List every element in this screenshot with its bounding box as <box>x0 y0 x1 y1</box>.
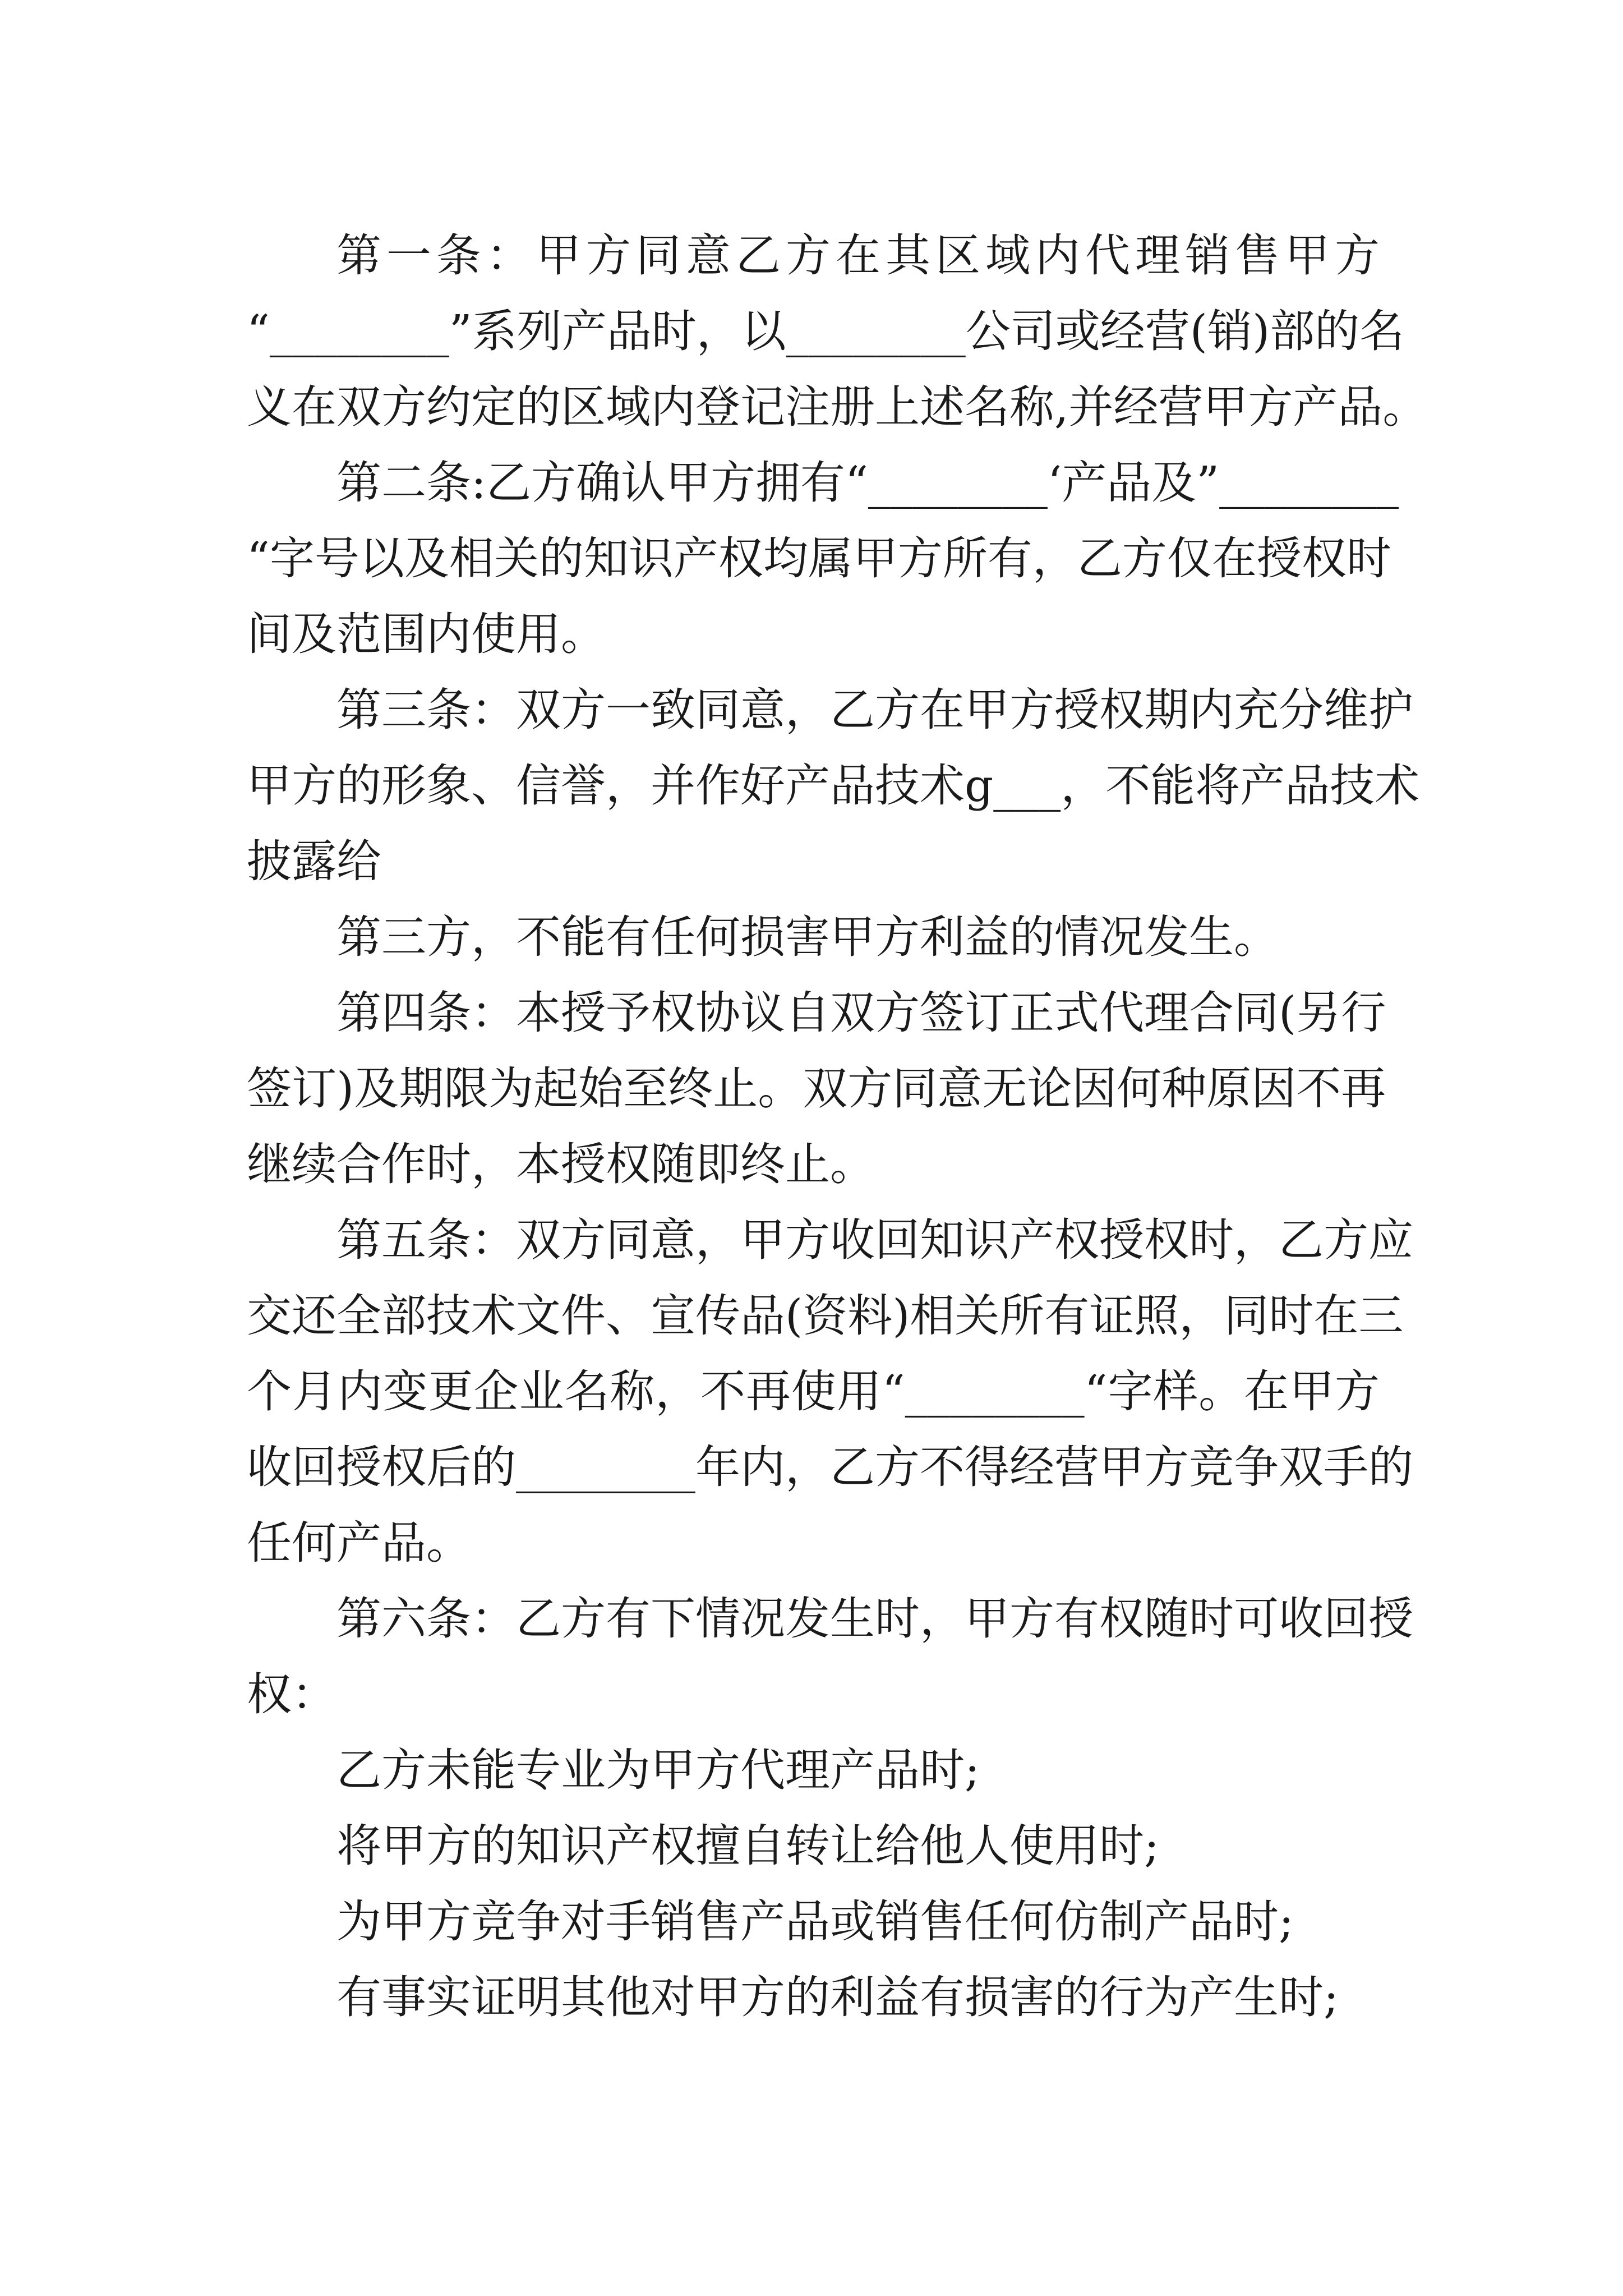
text-line: 继续合作时，本授权随即终止。 <box>247 1138 875 1190</box>
text-line: 第四条：本授予权协议自双方签订正式代理合同(另行 <box>336 987 1386 1039</box>
document-body <box>247 218 1428 2035</box>
text-line: 任何产品。 <box>247 1517 471 1569</box>
text-line: 义在双方约定的区域内登记注册上述名称,并经营甲方产品。 <box>247 381 1428 433</box>
text-line: 第二条:乙方确认甲方拥有“________‘产品及”________ <box>336 457 1399 509</box>
text-line: 第一条：甲方同意乙方在其区域内代理销售甲方 <box>336 229 1380 282</box>
text-line: 第五条：双方同意，甲方收回知识产权授权时，乙方应 <box>336 1214 1413 1266</box>
text-line: 第三方，不能有任何损害甲方利益的情况发生。 <box>336 911 1279 963</box>
text-line: 间及范围内使用。 <box>247 608 606 660</box>
text-line: 第三条：双方一致同意，乙方在甲方授权期内充分维护 <box>336 684 1413 736</box>
text-line: 个月内变更企业名称，不再使用“________“字样。在甲方 <box>247 1365 1380 1418</box>
text-line: 收回授权后的________年内，乙方不得经营甲方竞争双手的 <box>247 1441 1413 1493</box>
text-line: 将甲方的知识产权擅自转让给他人使用时; <box>336 1820 1159 1872</box>
text-line: 披露给 <box>247 835 381 887</box>
text-line: 签订)及期限为起始至终止。双方同意无论因何种原因不再 <box>247 1062 1386 1115</box>
text-line: 乙方未能专业为甲方代理产品时; <box>336 1744 980 1796</box>
text-line: 第六条：乙方有下情况发生时，甲方有权随时可收回授 <box>336 1593 1413 1645</box>
text-line: 为甲方竞争对手销售产品或销售任何仿制产品时; <box>336 1895 1294 1948</box>
text-line: “字号以及相关的知识产权均属甲方所有，乙方仅在授权时 <box>247 532 1391 585</box>
text-line: “________”系列产品时，以________公司或经营(销)部的名 <box>247 305 1405 357</box>
text-line: 有事实证明其他对甲方的利益有损害的行为产生时; <box>336 1971 1339 2023</box>
text-line: 交还全部技术文件、宣传品(资料)相关所有证照，同时在三 <box>247 1290 1404 1342</box>
text-line: 权： <box>247 1668 336 1720</box>
text-line: 甲方的形象、信誉，并作好产品技术g___，不能将产品技术 <box>247 760 1420 812</box>
